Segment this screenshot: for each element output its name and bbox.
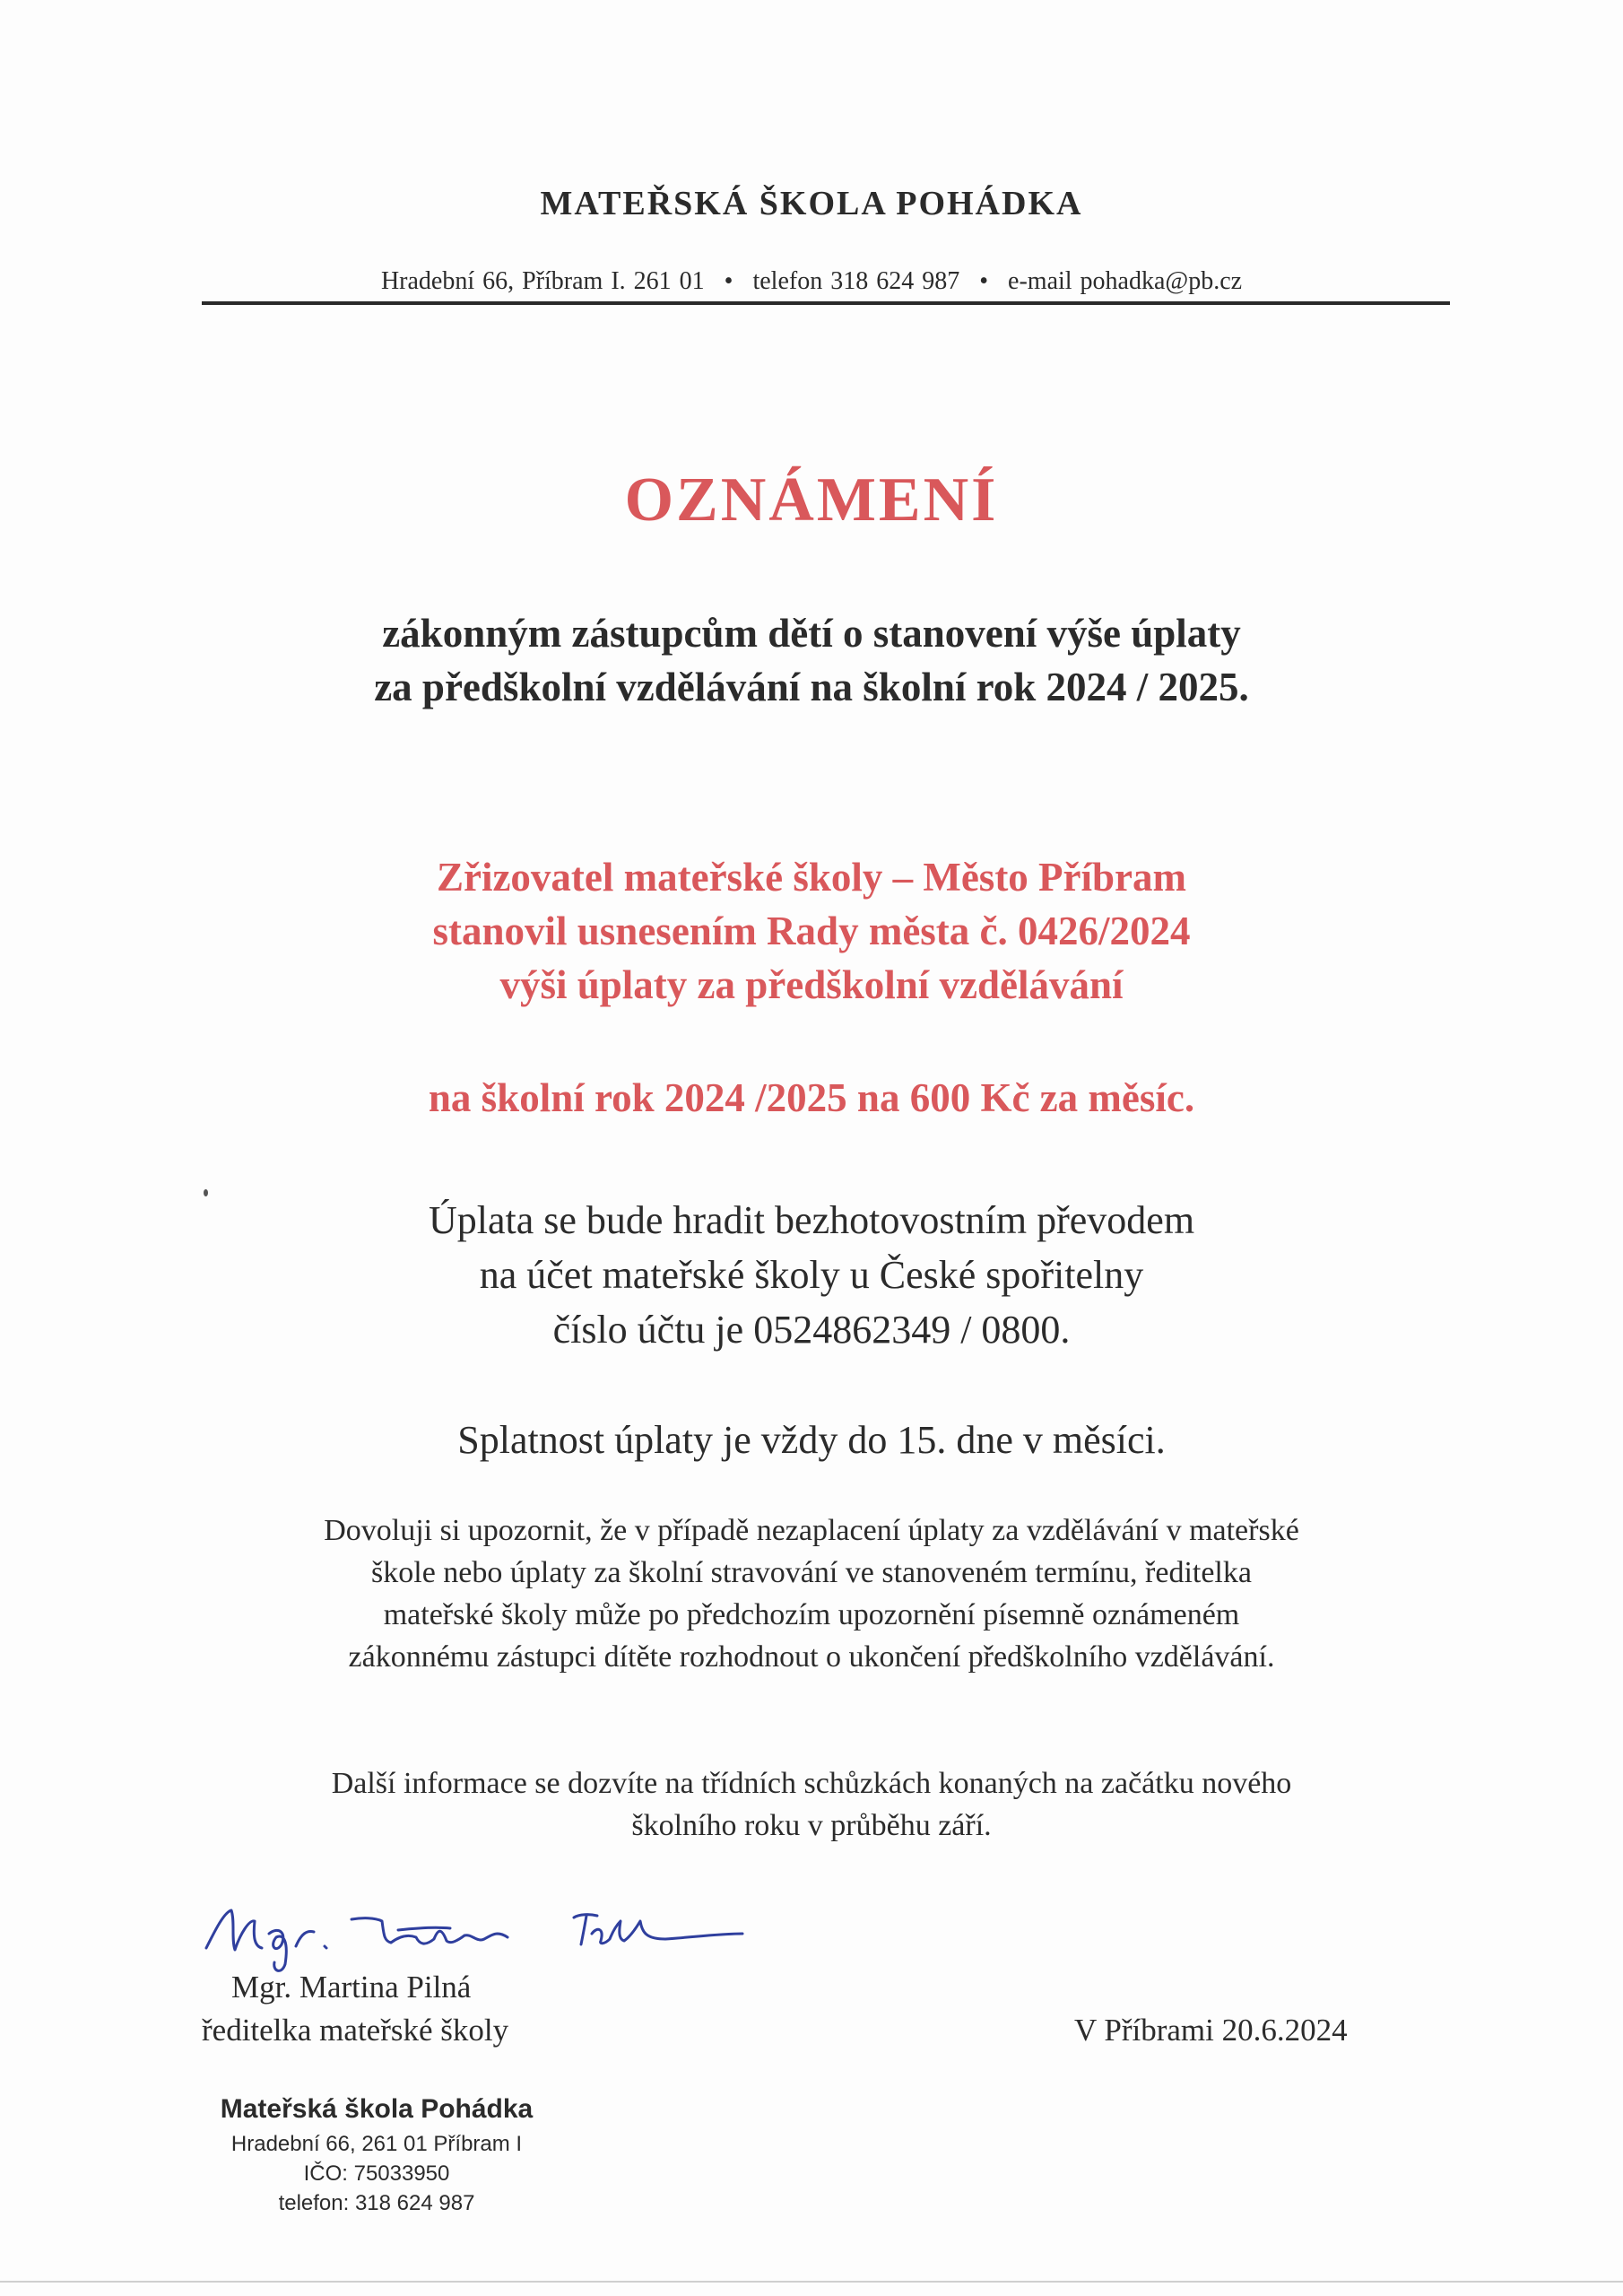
announcement-block <box>0 850 1623 1012</box>
warning-line: škole nebo úplaty za školní stravování ve stanoveném termínu, ředitelka <box>371 1556 1252 1589</box>
contact-line <box>0 267 1623 296</box>
info-line: Další informace se dozvíte na třídních schůzkách konaných na začátku nového <box>331 1767 1292 1800</box>
school-phone: telefon 318 624 987 <box>752 267 960 295</box>
announcement-line: Zřizovatel mateřské školy – Město Příbram <box>436 855 1187 900</box>
separator-dot: • <box>724 267 733 295</box>
payment-line: na účet mateřské školy u České spořitelny <box>479 1253 1144 1297</box>
scan-speck <box>204 1189 208 1196</box>
payment-line: Úplata se bude hradit bezhotovostním převodem <box>428 1198 1195 1242</box>
stamp-phone: telefon: 318 624 987 <box>278 2191 475 2215</box>
stamp-title: Mateřská škola Pohádka <box>220 2094 534 2124</box>
subtitle-line: zákonným zástupcům dětí o stanovení výše úplaty <box>382 611 1241 656</box>
info-paragraph <box>0 1762 1623 1847</box>
scan-speck <box>0 2281 1623 2283</box>
separator-dot: • <box>979 267 989 295</box>
warning-line: mateřské školy může po předchozím upozornění písemně oznámeném <box>383 1598 1240 1631</box>
due-date-line: Splatnost úplaty je vždy do 15. dne v měsíci. <box>457 1418 1166 1462</box>
signatory-role: ředitelka mateřské školy <box>202 2013 509 2048</box>
warning-line: zákonnému zástupci dítěte rozhodnout o ukončení předškolního vzdělávání. <box>348 1640 1275 1674</box>
warning-line: Dovoluji si upozornit, že v případě nezaplacení úplaty za vzdělávání v mateřské <box>324 1514 1299 1547</box>
document-subtitle <box>0 606 1623 714</box>
payment-line: číslo účtu je 0524862349 / 0800. <box>552 1308 1071 1352</box>
announcement-line: stanovil usnesením Rady města č. 0426/2024 <box>432 909 1191 953</box>
date-and-place: V Příbrami 20.6.2024 <box>1074 2013 1348 2048</box>
stamp-address: Hradební 66, 261 01 Příbram I <box>230 2132 523 2156</box>
info-line: školního roku v průběhu září. <box>631 1809 992 1842</box>
subtitle-line: za předškolní vzdělávání na školní rok 2024 / 2025. <box>374 665 1249 709</box>
school-address: Hradební 66, Příbram I. 261 01 <box>380 267 705 295</box>
document-title: OZNÁMENÍ <box>624 465 999 535</box>
school-email: e-mail pohadka@pb.cz <box>1008 267 1243 295</box>
signatory-name: Mgr. Martina Pilná <box>231 1970 472 2005</box>
school-stamp <box>179 2090 574 2218</box>
stamp-ico: IČO: 75033950 <box>303 2161 450 2186</box>
payment-info <box>0 1193 1623 1357</box>
announcement-line: výši úplaty za předškolní vzdělávání <box>499 962 1124 1007</box>
warning-paragraph <box>0 1509 1623 1678</box>
school-name: MATEŘSKÁ ŠKOLA POHÁDKA <box>540 185 1083 222</box>
header-divider <box>202 301 1450 305</box>
handwritten-signature <box>199 1894 755 1975</box>
fee-amount-line: na školní rok 2024 /2025 na 600 Kč za měsíc. <box>428 1075 1195 1120</box>
